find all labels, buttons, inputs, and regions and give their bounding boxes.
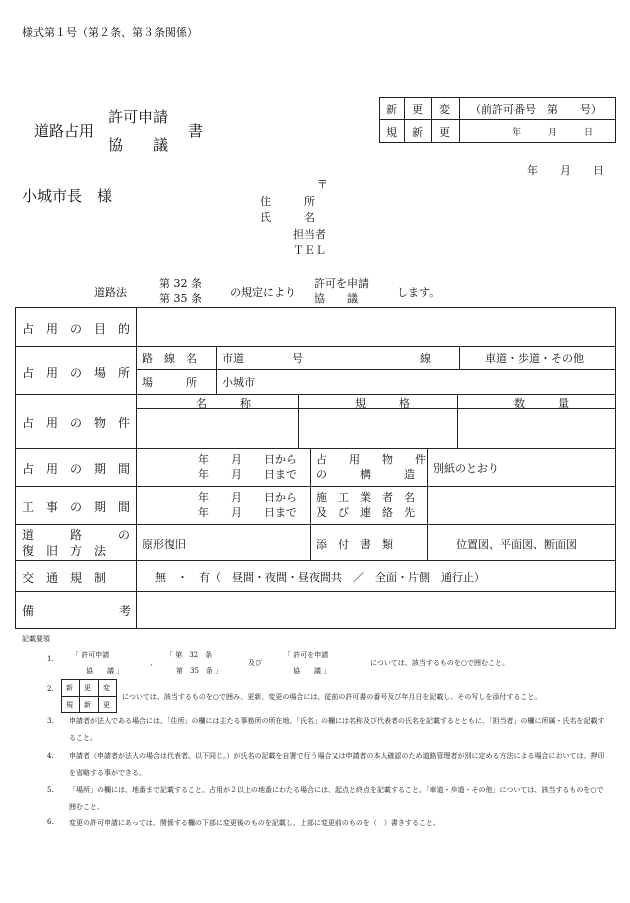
status-divider	[431, 97, 432, 143]
col-line	[457, 394, 458, 448]
note-2-text: については、該当するものを○で囲み、更新、変更の場合には、従前の許可書の番号及び年月日を記載し、その写しを添付すること。	[122, 693, 542, 701]
row-line	[15, 448, 616, 449]
note-2-renew-b: 新	[84, 701, 91, 709]
label-restore-a: 道 路 の	[22, 528, 131, 542]
col-quantity: 数 量	[514, 397, 569, 410]
name-label: 氏 名	[260, 211, 315, 224]
note-1-and: 及び	[248, 659, 262, 667]
status-change-2: 更	[439, 126, 450, 139]
note-2-divider	[61, 696, 117, 697]
title-option-permit: 許可申請	[108, 108, 169, 126]
tel-label: ＴＥＬ	[293, 244, 326, 257]
label-contractor-a: 施 工 業 者 名	[316, 491, 415, 504]
note-2-new: 新	[66, 684, 73, 692]
note-6-text: 変更の許可申請にあっては、関係する欄の下部に変更後のものを記載し、上部に変更前のものを（ ）書きすること。	[69, 819, 440, 827]
statement-middle: の規定により	[230, 286, 296, 299]
label-period: 占 用 の 期 間	[22, 462, 131, 476]
title-right: 書	[188, 122, 204, 140]
col-name: 名 称	[196, 397, 251, 410]
label-work-period: 工 事 の 期 間	[22, 500, 131, 514]
work-to: 年 月 日まで	[198, 506, 297, 519]
notes-title: 記載要領	[22, 635, 50, 643]
title-option-consult: 協 議	[108, 136, 169, 154]
title-left: 道路占用	[34, 122, 95, 140]
note-2-renew: 更	[84, 684, 91, 692]
label-object: 占 用 の 物 件	[22, 416, 131, 430]
col-line	[427, 448, 428, 524]
col-line	[427, 524, 428, 560]
route-city: 市道	[222, 352, 244, 365]
period-from: 年 月 日から	[198, 453, 297, 466]
status-change-1: 変	[439, 103, 450, 116]
row-line	[15, 524, 616, 525]
attachments-value: 位置図、平面図、断面図	[456, 538, 577, 551]
col-spec: 規 格	[355, 397, 410, 410]
note-2-change-b: 更	[103, 701, 110, 709]
note-4-number: 4.	[47, 752, 54, 760]
note-1-permit: 「 許可申請	[72, 651, 110, 659]
address-label: 住 所	[260, 195, 315, 208]
postal-mark: 〒	[317, 178, 328, 191]
statement-consult: 協 議	[314, 292, 358, 305]
note-1-apply: 「 許可を申請	[284, 651, 329, 659]
row-line	[15, 486, 616, 487]
contact-label: 担当者	[293, 228, 326, 241]
route-line: 線	[420, 352, 431, 365]
label-remarks-a: 備	[22, 604, 35, 618]
col-line	[459, 346, 460, 369]
status-renew-2: 新	[412, 126, 423, 139]
col-line	[310, 448, 311, 524]
label-purpose: 占 用 の 目 的	[22, 322, 131, 336]
note-1-article-35: 第 35 条 」	[176, 667, 223, 675]
col-line	[216, 346, 217, 394]
note-2-change: 変	[103, 684, 110, 692]
status-divider	[459, 97, 460, 143]
period-to: 年 月 日まで	[198, 468, 297, 481]
statement-article-32: 第 32 条	[159, 277, 202, 290]
note-3-text: 申請者が法人である場合には、「住所」の欄には主たる事務所の所在地、「氏名」の欄には名称及び代表者の氏名を記載するとともに、「担当者」の欄に所属・氏名を記載すること。	[69, 717, 605, 742]
work-from: 年 月 日から	[198, 491, 297, 504]
status-new-1: 新	[386, 103, 397, 116]
label-structure-a: 占 用 物 件	[316, 453, 426, 466]
note-2-number: 2.	[47, 685, 54, 693]
label-route: 路 線 名	[142, 352, 197, 365]
note-1-separator: 、	[150, 659, 157, 667]
col-line	[298, 394, 299, 448]
status-divider	[404, 97, 405, 143]
note-2-divider	[79, 679, 80, 713]
note-1-discuss: 協 議 」	[293, 667, 331, 675]
col-line	[136, 307, 137, 629]
note-3-number: 3.	[47, 717, 54, 725]
prev-permit-number: （前許可番号 第 号）	[470, 103, 602, 116]
note-5-number: 5.	[47, 786, 54, 794]
row-line	[15, 346, 616, 347]
note-2-new-b: 規	[66, 701, 73, 709]
note-5-text: 「場所」の欄には、地番まで記載すること。占用が２以上の地番にわたる場合には、起点と終点を記載すること。「車道・歩道・その他」については、該当するものを○で囲むこと。	[69, 786, 604, 811]
note-1-article-32: 「 第 32 条	[166, 651, 213, 659]
route-type: 車道・歩道・その他	[485, 352, 584, 365]
site-value: 小城市	[222, 376, 255, 389]
note-4-text: 申請者（申請者が法人の場合は代表者。以下同じ。）が氏名の記載を自署で行う場合又は申請者の本人確認のため道路管理者が別に定める方法による場合においては、押印を省略する事ができる。	[69, 752, 605, 777]
status-divider	[459, 119, 616, 120]
addressee: 小城市長 様	[22, 187, 113, 205]
note-6-number: 6.	[47, 818, 54, 826]
label-place: 占 用 の 場 所	[22, 366, 131, 380]
label-traffic: 交 通 規 制	[22, 571, 107, 585]
prev-permit-date: 年 月 日	[512, 128, 594, 138]
structure-value: 別紙のとおり	[433, 462, 499, 475]
status-divider	[379, 119, 459, 120]
statement-law: 道路法	[94, 286, 127, 299]
note-1-consult: 協 議 」	[86, 667, 124, 675]
form-id: 様式第１号（第２条、第３条関係）	[22, 26, 198, 39]
restore-value: 原形復旧	[142, 538, 186, 551]
row-line	[136, 369, 616, 370]
traffic-value: 無 ・ 有（ 昼間・夜間・昼夜間共 ／ 全面・片側 通行止）	[155, 571, 485, 584]
status-new-2: 規	[386, 126, 397, 139]
label-attachments: 添 付 書 類	[316, 538, 393, 551]
note-2-divider	[98, 679, 99, 713]
label-structure-b: の 構 造	[316, 468, 415, 481]
label-remarks-b: 考	[119, 604, 132, 618]
col-line	[310, 524, 311, 560]
label-restore-b: 復 旧 方 法	[22, 544, 107, 558]
label-contractor-b: 及 び 連 絡 先	[316, 506, 415, 519]
note-1-number: 1.	[47, 655, 54, 663]
note-1-text: については、該当するものを○で囲むこと。	[370, 659, 509, 667]
row-line	[15, 560, 616, 561]
label-site: 場 所	[142, 376, 197, 389]
statement-permit: 許可を申請	[314, 277, 369, 290]
statement-end: します。	[397, 286, 441, 299]
route-number: 号	[292, 352, 303, 365]
application-date: 年 月 日	[527, 164, 604, 177]
status-renew-1: 更	[412, 103, 423, 116]
statement-article-35: 第 35 条	[159, 292, 202, 305]
row-line	[15, 591, 616, 592]
